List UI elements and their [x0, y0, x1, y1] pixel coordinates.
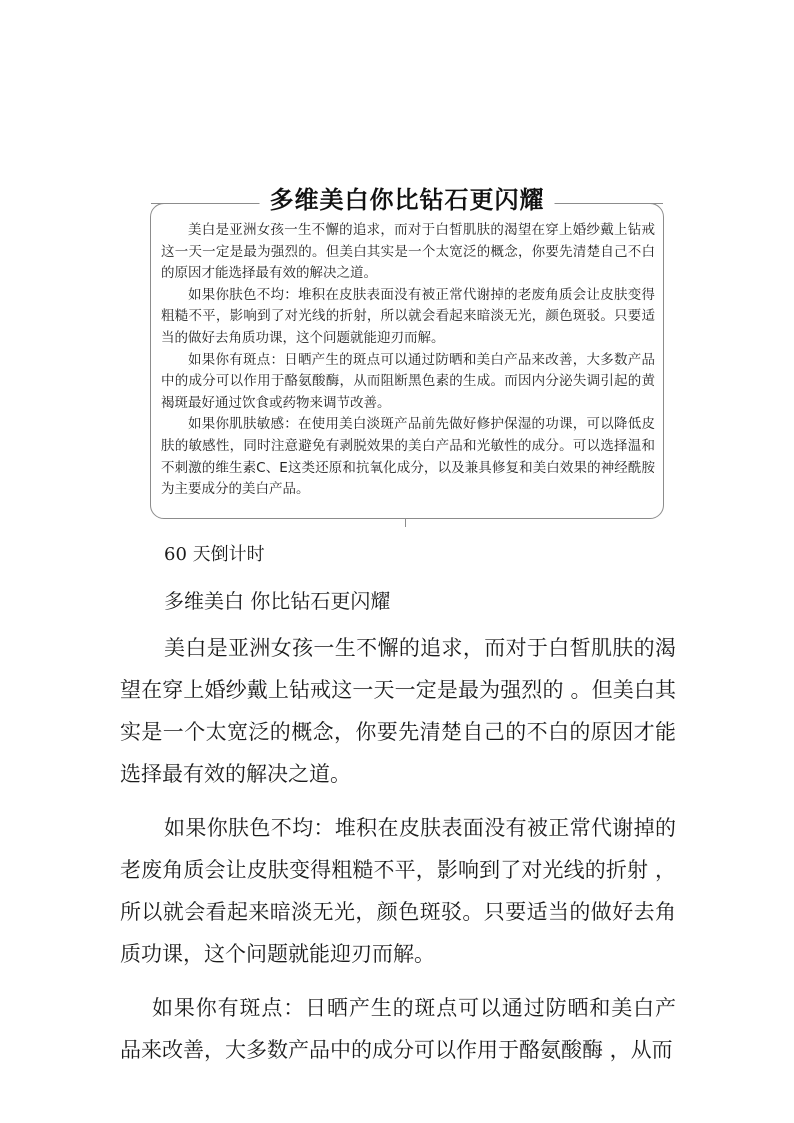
- section-heading: 多维美白 你比钻石更闪耀: [164, 589, 391, 613]
- box-paragraph: 美白是亚洲女孩一生不懈的追求，而对于白皙肌肤的渴望在穿上婚纱戴上钻戒这一天一定是最为强烈的。但美白其实是一个太宽泛的概念，你要先清楚自己不白的原因才能选择最有效的解决之道。: [161, 222, 655, 282]
- box-title: 多维美白你比钻石更闪耀: [260, 182, 555, 218]
- article-box: [150, 186, 664, 519]
- box-body: [161, 220, 655, 501]
- box-paragraph: 如果你肌肤敏感：在使用美白淡斑产品前先做好修护保湿的功课，可以降低皮肤的敏感性，同时注意避免有剥脱效果的美白产品和光敏性的成分。可以选择温和不刺激的维生素C、E这类还原和抗氧化成分，以及兼具修复和美白效果的神经酰胺为主要成分的美白产品。: [161, 416, 655, 498]
- main-paragraph: 如果你有斑点：日晒产生的斑点可以通过防晒和美白产品来改善，大多数产品中的成分可以作用于酪氨酸酶 ，从而: [120, 996, 676, 1062]
- title-rule-left: [151, 203, 271, 204]
- box-paragraph: 如果你肤色不均：堆积在皮肤表面没有被正常代谢掉的老废角质会让皮肤变得粗糙不平，影响到了对光线的折射，所以就会看起来暗淡无光，颜色斑驳。只要适当的做好去角质功课，这个问题就能迎刃而解。: [161, 286, 655, 346]
- main-text: [120, 537, 676, 1071]
- box-bottom-tick: [405, 519, 406, 527]
- main-paragraph: 美白是亚洲女孩一生不懈的追求，而对于白皙肌肤的渴望在穿上婚纱戴上钻戒这一天一定是最为强烈的 。但美白其实是一个太宽泛的概念，你要先清楚自己的不白的原因才能选择最有效的解决之道。: [120, 636, 676, 786]
- main-paragraph: 如果你肤色不均：堆积在皮肤表面没有被正常代谢掉的老废角质会让皮肤变得粗糙不平，影响到了对光线的折射 ，所以就会看起来暗淡无光，颜色斑驳。只要适当的做好去角质功课，这个问题就能迎刃而解。: [120, 816, 676, 966]
- title-rule-right: [543, 203, 663, 204]
- countdown-label: 60 天倒计时: [164, 544, 265, 565]
- box-paragraph: 如果你有斑点：日晒产生的斑点可以通过防晒和美白产品来改善，大多数产品中的成分可以作用于酪氨酸酶，从而阻断黑色素的生成。而因内分泌失调引起的黄褐斑最好通过饮食或药物来调节改善。: [161, 351, 655, 411]
